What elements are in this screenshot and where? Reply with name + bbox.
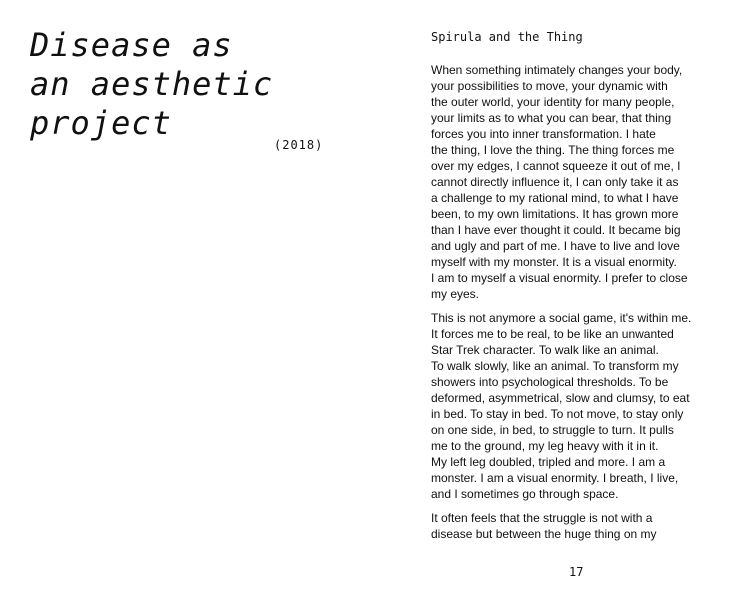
section-title: Spirula and the Thing bbox=[431, 30, 583, 44]
paragraph-1: When something intimately changes your body, your possibilities to move, your dynamic with the outer world, your identity for many people, your limits as to what you can bear, that thing forces you into inner transformation. I hate the thing, I love the thing. The thing forces me over my edges, I cannot squeeze it out of me, I cannot directly influence it, I can only take it as a challenge to my rational mind, to what I have been, to my own limitations. It has grown more than I have ever thought it could. It became big and ugly and part of me. I have to live and love myself with my monster. It is a visual enormity. I am to myself a visual enormity. I prefer to close my eyes. bbox=[431, 63, 688, 301]
body-text bbox=[431, 62, 727, 550]
chapter-year: (2018) bbox=[274, 138, 324, 152]
paragraph-3: It often feels that the struggle is not with a disease but between the huge thing on my bbox=[431, 511, 657, 541]
paragraph-2: This is not anymore a social game, it's within me. It forces me to be real, to be like an unwanted Star Trek character. To walk like an animal. To walk slowly, like an animal. To transform my showers into psychological thresholds. To be deformed, asymmetrical, slow and clumsy, to eat in bed. To stay in bed. To not move, to stay only on one side, in bed, to struggle to turn. It pulls me to the ground, my leg heavy with it in it. My left leg doubled, tripled and more. I am a monster. I am a visual enormity. I breath, I live, and I sometimes go through space. bbox=[431, 311, 692, 501]
right-page bbox=[378, 0, 756, 605]
chapter-title: Disease as an aesthetic project bbox=[30, 26, 274, 142]
page-number: 17 bbox=[569, 565, 584, 579]
